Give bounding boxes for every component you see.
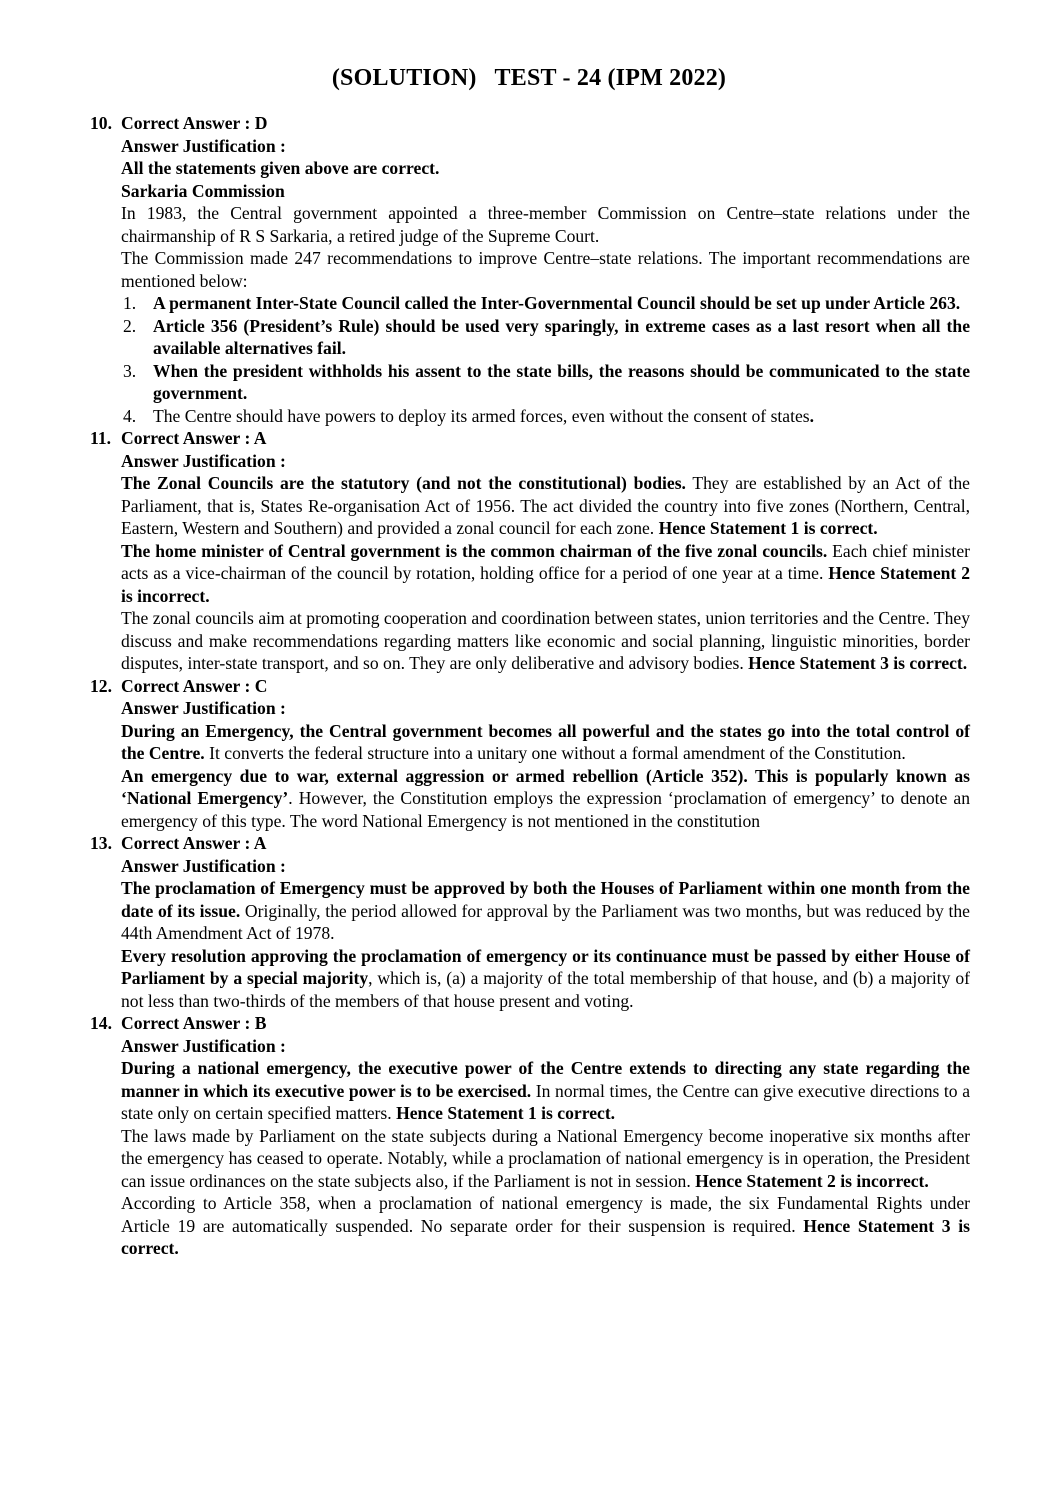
justification-heading: Answer Justification : (121, 698, 286, 718)
solutions-body (90, 112, 970, 1260)
section-subheading: Sarkaria Commission (121, 180, 285, 201)
correct-answer-line (90, 427, 970, 450)
justification-lead: All the statements given above are correct. (121, 158, 440, 178)
question-number: 14. (90, 1013, 112, 1033)
question-10 (90, 112, 970, 427)
list-item: 3. When the president withholds his assent to the state bills, the reasons should be communicated to the state government. (123, 360, 970, 403)
list-item: 1. A permanent Inter-State Council called the Inter-Governmental Council should be set up under Article 263. (123, 293, 961, 313)
justification-heading: Answer Justification : (121, 855, 286, 876)
question-number: 12. (90, 675, 112, 696)
list-item: 4. The Centre should have powers to deploy its armed forces, even without the consent of states. (123, 405, 815, 426)
correct-answer: Correct Answer : B (121, 1013, 267, 1033)
paragraph: The laws made by Parliament on the state subjects during a National Emergency become inoperative six months after the emergency has ceased to operate. Notably, while a proclamation of national emergency is in operation, the President can issue ordinances on the state subjects also, if the Parliament is not in session. Hence Statement 2 is incorrect. (121, 1125, 970, 1191)
correct-answer-line (90, 1012, 970, 1035)
correct-answer: Correct Answer : A (121, 833, 267, 853)
question-number: 10. (90, 113, 112, 133)
paragraph: The Commission made 247 recommendations to improve Centre–state relations. The important recommendations are mentioned below: (121, 248, 970, 291)
correct-answer-line (90, 112, 970, 135)
recommendation-list (121, 292, 970, 427)
paragraph: An emergency due to war, external aggression or armed rebellion (Article 352). This is popularly known as ‘National Emergency’. However, the Constitution employs the expression ‘proclamation of emergency’ to denote an emergency of this type. The word National Emergency is not mentioned in the constitution (121, 765, 970, 831)
correct-answer: Correct Answer : A (121, 428, 267, 448)
title-test: TEST - 24 (IPM 2022) (494, 65, 727, 91)
correct-answer: Correct Answer : C (121, 675, 268, 696)
question-number: 11. (90, 428, 112, 448)
correct-answer-line (90, 832, 970, 855)
question-11 (90, 427, 970, 675)
justification-heading: Answer Justification : (121, 450, 286, 471)
question-14 (90, 1012, 970, 1260)
paragraph: Every resolution approving the proclamation of emergency or its continuance must be passed by either House of Parliament by a special majority, which is, (a) a majority of the total membership of that house, and (b) a majority of not less than two-thirds of the members of that house present and voting. (121, 945, 970, 1011)
paragraph: The home minister of Central government is the common chairman of the five zonal councils. Each chief minister acts as a vice-chairman of the council by rotation, holding office for a period of one year at a time. Hence Statement 2 is incorrect. (121, 540, 970, 606)
justification-heading: Answer Justification : (121, 1035, 286, 1056)
question-number: 13. (90, 833, 112, 853)
paragraph: In 1983, the Central government appointed a three-member Commission on Centre–state relations under the chairmanship of R S Sarkaria, a retired judge of the Supreme Court. (121, 203, 970, 246)
page-title (0, 63, 1058, 93)
question-13 (90, 832, 970, 1012)
correct-answer-line (90, 675, 970, 698)
paragraph: The Zonal Councils are the statutory (and not the constitutional) bodies. They are established by an Act of the Parliament, that is, States Re-organisation Act of 1956. The act divided the country into five zones (Northern, Central, Eastern, Western and Southern) and provided a zonal council for each zone. Hence Statement 1 is correct. (121, 473, 970, 538)
list-item: 2. Article 356 (President’s Rule) should be used very sparingly, in extreme cases as a last resort when all the available alternatives fail. (123, 315, 970, 358)
correct-answer: Correct Answer : D (121, 113, 268, 133)
paragraph: According to Article 358, when a proclamation of national emergency is made, the six Fundamental Rights under Article 19 are automatically suspended. No separate order for their suspension is required. Hence Statement 3 is correct. (121, 1193, 970, 1258)
paragraph: The zonal councils aim at promoting cooperation and coordination between states, union territories and the Centre. They discuss and make recommendations regarding matters like economic and social planning, linguistic minorities, border disputes, inter-state transport, and so on. They are only deliberative and advisory bodies. Hence Statement 3 is correct. (121, 608, 970, 673)
paragraph: The proclamation of Emergency must be approved by both the Houses of Parliament within one month from the date of its issue. Originally, the period allowed for approval by the Parliament was two months, but was reduced by the 44th Amendment Act of 1978. (121, 878, 970, 943)
justification-heading: Answer Justification : (121, 135, 286, 156)
question-12 (90, 675, 970, 833)
title-solution: (SOLUTION) (331, 65, 477, 91)
paragraph: During an Emergency, the Central government becomes all powerful and the states go into the total control of the Centre. It converts the federal structure into a unitary one without a formal amendment of the Constitution. (121, 720, 970, 763)
paragraph: During a national emergency, the executive power of the Centre extends to directing any state regarding the manner in which its executive power is to be exercised. In normal times, the Centre can give executive directions to a state only on certain specified matters. Hence Statement 1 is correct. (121, 1058, 970, 1123)
